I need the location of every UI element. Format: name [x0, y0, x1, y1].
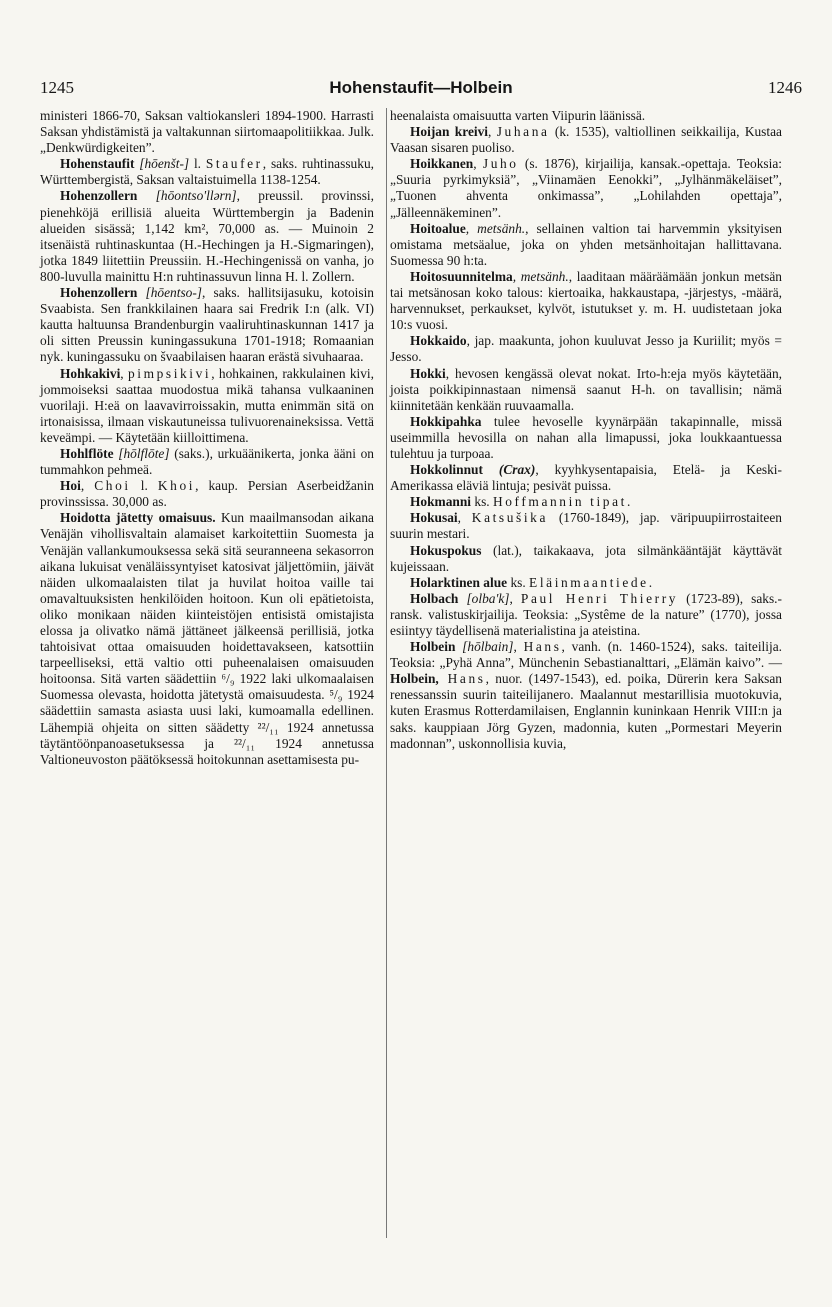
headword: Hoi [60, 478, 81, 494]
spaced-name: Juho [482, 156, 519, 172]
left-column [40, 108, 374, 768]
entry-hokkolinnut: Hokkolinnut (Crax), kyyhkysentapaisia, Etelä- ja Keski-Amerikassa eläviä lintuja; pesivät puissa. [390, 462, 782, 494]
column-divider [386, 108, 387, 1238]
spaced-name: Juhana [496, 124, 550, 140]
right-column [390, 108, 782, 752]
spaced-name: Hans [438, 671, 486, 687]
headword: Hokuspokus [410, 542, 482, 558]
headword: Hoitosuunnitelma [410, 268, 513, 284]
entry-hoitosuunnitelma: Hoitosuunnitelma, metsänh., laaditaan määräämään jonkun metsän tai metsänosan koko talous: kiertoaika, hakkaustapa, -järjestys, -määrä, harvennukset, perkaukset, kylvöt, istutukset y. m. H. uudistetaan joka 10:s vuosi. [390, 268, 782, 333]
cross-reference: Hoffmannin tipat [492, 494, 627, 510]
entry-hokusai: Hokusai, Katsušika (1760-1849), jap. väripuupiirrostaiteen suurin mestari. [390, 510, 782, 542]
spaced-name: Katsušika [471, 510, 549, 526]
entry-hoijan-kreivi: Hoijan kreivi, Juhana (k. 1535), valtiollinen seikkailija, Kustaa Vaasan sisaren puoliso. [390, 124, 782, 156]
headword: Hoidotta jätetty omaisuus. [60, 510, 216, 526]
entry-hohenstaufit: Hohenstaufit [hōenšt-] l. Staufer, saks. ruhtinassuku, Württembergistä, Saksan valtaistuimella 1138-1254. [40, 156, 374, 188]
headword: Hokkipahka [410, 413, 482, 429]
headword: Hohlflöte [60, 445, 114, 461]
entry-hokuspokus: Hokuspokus (lat.), taikakaava, jota silmänkääntäjät käyttävät kujeissaan. [390, 542, 782, 574]
headword: Hohkakivi [60, 365, 121, 381]
entry-hoidotta-jatetty-omaisuus: Hoidotta jätetty omaisuus. Kun maailmansodan aikana Venäjän vihollisvaltain alamaiset karkoitettiin Suomesta ja Venäjän vallankumouksessa sekä sitä seuranneena sekasorron aikana lukuisat venäläissyntyiset katosivat jäljettömiin, jäivät näiden ulkomaalaisten tilat ja huvilat hoitoa vaille tai omavaltuuksisten henkilöiden hoitoon. Kun oli epätietoista, oliko monikaan näiden kiinteistöjen entisistä omistajista elossa ja olivatko nämä jättäneet jälkeensä perillisiä, jotka tahtoisivat ottaa omaisuuden hoidettavakseen, katsottiin tarpeelliseksi, että valtio otti puheenalaisen omaisuuden hoitoonsa. Sitä varten säädettiin ⁶/₉ 1922 laki ulkomaalaisen Suomessa olevasta, hoidotta jätetystä omaisuudesta. ⁵/₉ 1924 säädettiin samasta asiasta uusi laki, kumoamalla edellinen. Lähempiä ohjeita on sitten säädetty ²²/₁₁ 1924 annetussa täytäntöönpanoasetuksessa ja ²²/₁₁ 1924 annetussa Valtioneuvoston päätöksessä hoitokunnan asettamisesta pu- [40, 510, 374, 767]
pronunciation: [hōlbain] [462, 639, 514, 655]
page-header [40, 78, 802, 100]
entry-hokki: Hokki, hevosen kengässä olevat nokat. Irto-h:eja myös käytetään, joista poikkipinnastaan nimensä saanut H-h. on tavallisin; nämä kiinnitetään kenkään ruuvaamalla. [390, 365, 782, 413]
running-title: Hohenstaufit—Holbein [329, 78, 513, 97]
spaced-name: Choi [94, 478, 131, 494]
spaced-name: Staufer [205, 156, 263, 172]
spaced-name: Hans [523, 639, 562, 655]
pronunciation: [hōontso'llərn] [155, 188, 237, 204]
page-number-right: 1246 [768, 78, 802, 97]
entry-hohenzollern-province: Hohenzollern [hōontso'llərn], preussil. provinssi, pienehköjä erillisiä alueita Württembergin ja Badenin alueiden sisässä; 1,142 km², 70,000 as. — Muinoin 2 itsenäistä ruhtinaskuntaa (H.-Hechingen ja H.-Sigmaringen), jotka 1849 liitettiin Preussiin. H.-Hechingenissä on vanha, jo 800-luvulla mainittu H:n ruhtinassuvun linna H. l. Zollern. [40, 188, 374, 284]
headword: Hoitoalue [410, 220, 466, 236]
cross-reference: Eläinmaantiede [529, 574, 649, 590]
headword: Holbein, [390, 671, 439, 687]
headword: Hohenzollern [60, 285, 138, 301]
headword: Hokusai [410, 510, 458, 526]
headword: Hohenstaufit [60, 156, 135, 172]
headword: Hokkaido [410, 333, 467, 349]
entry-hohenzollern-dynasty: Hohenzollern [hōentso-], saks. hallitsijasuku, kotoisin Svaabista. Sen frankkilainen haara sai Fredrik I:n (alk. VI) kautta haltuunsa Brandenburgin vaaliruhtinaskunnan 1417 ja oli sitten Preussin kuningassukuna 1701-1918; Romaanian nyk. kuningassuku on švaabilaisen haaran erästä sivuhaaraa. [40, 285, 374, 365]
headword: Hoikkanen [410, 156, 474, 172]
entry-hoikkanen: Hoikkanen, Juho (s. 1876), kirjailija, kansak.-opettaja. Teoksia: „Suuria pyrkimyksiä”, „Viinamäen Eenokki”, „Jylhänmäkeläiset”, „Tuonen ahventa onkimassa”, „Lohilahden opettaja”, „Jälleennäkeminen”. [390, 156, 782, 220]
entry-continuation: heenalaista omaisuutta varten Viipurin läänissä. [390, 108, 646, 123]
spaced-name: Paul Henri Thierry [520, 590, 679, 606]
entry-holbach: Holbach [olba'k], Paul Henri Thierry (1723-89), saks.-ransk. valistuskirjailija. Teoksia: „Systême de la nature” (1770), jossa esiintyy täydellisenä materialistina ja ateistina. [390, 590, 782, 638]
entry-hokmanni: Hokmanni ks. Hoffmannin tipat. [410, 494, 631, 510]
entry-continuation: ministeri 1866-70, Saksan valtiokansleri 1894-1900. Harrasti Saksan yhdistämistä ja valtakunnan siirtomaapolitiikkaa. Julk. „Denkwürdigkeiten”. [40, 108, 374, 156]
pronunciation: [olba'k] [466, 590, 510, 606]
entry-hohkakivi: Hohkakivi, pimpsikivi, hohkainen, rakkulainen kivi, jommoiseksi saattaa muodostua mikä tahansa vulkaaninen vuorilaji. H:eä on laavavirroissakin, mutta enimmän sitä on irtonaisissa, ilmaan viskautuneissa tulivuorenaineksissa. Vettä keveämpi. — Käytetään kiilloittimena. [40, 365, 375, 445]
entry-hokkaido: Hokkaido, jap. maakunta, johon kuuluvat Jesso ja Kuriilit; myös = Jesso. [390, 333, 782, 365]
entry-hohlflote: Hohlflöte [hōlflōte] (saks.), urkuäänikerta, jonka ääni on tummahkon pehmeä. [40, 445, 374, 478]
page-number-left: 1245 [40, 78, 74, 97]
entry-hoitoalue: Hoitoalue, metsänh., sellainen valtion tai harvemmin yksityisen omistama metsäalue, joka on yhden metsänhoitajan hallittavana. Suomessa 90 h:ta. [390, 220, 782, 268]
field-label: , metsänh. [465, 220, 526, 236]
entry-holarktinen-alue: Holarktinen alue ks. Eläinmaantiede. [410, 574, 653, 590]
headword: Hokkolinnut [410, 462, 483, 478]
entry-hoi: Hoi, Choi l. Khoi, kaup. Persian Aserbeidžanin provinssissa. 30,000 as. [40, 478, 374, 510]
pronunciation: [hōentso-] [145, 285, 203, 301]
pronunciation: [hōenšt-] [139, 156, 190, 172]
headword: Holbein [410, 639, 456, 655]
headword: Holarktinen alue [410, 574, 508, 590]
headword: Hokki [410, 365, 446, 381]
pronunciation: [hōlflōte] [118, 445, 170, 461]
spaced-name: Khoi [157, 478, 196, 494]
headword: Holbach [410, 590, 459, 606]
entry-holbein: Holbein [hōlbain], Hans, vanh. (n. 1460-1524), saks. taiteilija. Teoksia: „Pyhä Anna”, Münchenin Sebastianalttari, „Elämän kaivo”. — Holbein, Hans, nuor. (1497-1543), ed. poika, Dürerin kera Saksan renessanssin suurin taiteilijanero. Maalannut mestarillisia muotokuvia, kuten Erasmus Rotterdamilaisen, Englannin kuninkaan Henrik VIII:n ja saks. kauppiaan Jörg Gyzen, madonnia, kuten „Pormestari Meyerin madonnan”, uskonnollisia kuvia, [390, 639, 782, 751]
headword: Hokmanni [410, 494, 472, 510]
headword: Hoijan kreivi [410, 124, 489, 140]
latin-name: (Crax) [482, 462, 536, 478]
headword: Hohenzollern [60, 188, 138, 204]
field-label: , metsänh. [512, 268, 569, 284]
entry-hokkipahka: Hokkipahka tulee hevoselle kyynärpään takapinnalle, missä useimmilla hevosilla on nahan alla limapussi, joka loukkaantuessa tulehtuu ja turpoaa. [390, 413, 782, 461]
spaced-name: pimpsikivi [127, 365, 212, 381]
